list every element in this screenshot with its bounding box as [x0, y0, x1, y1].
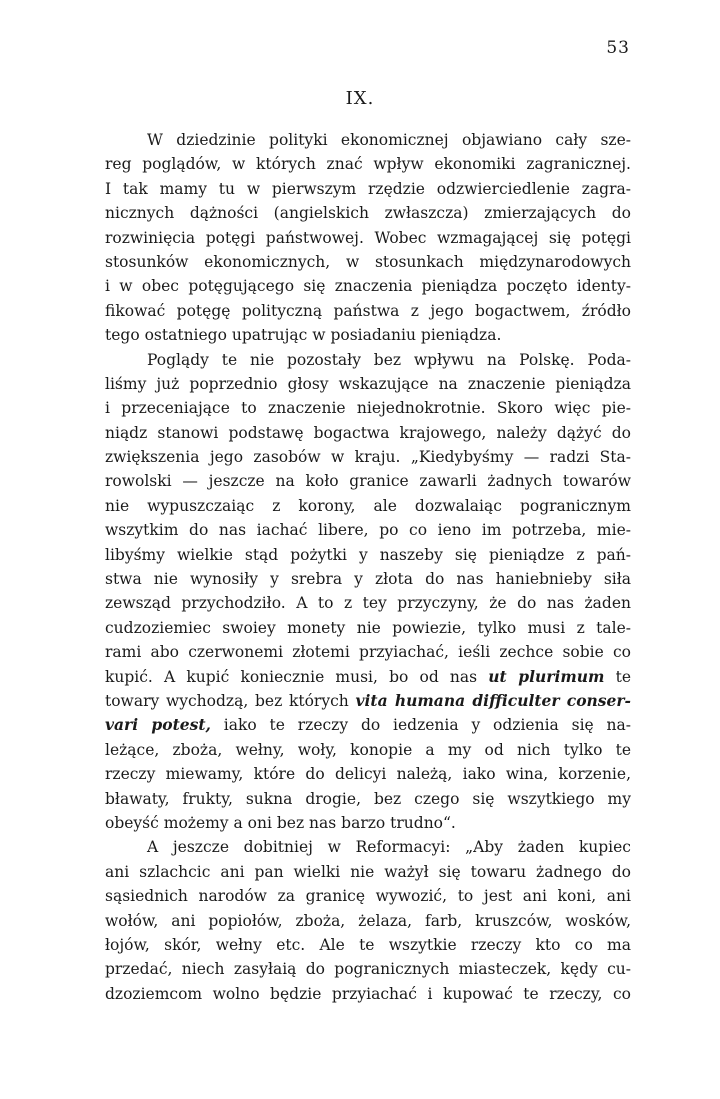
italic-phrase: vari potest, — [105, 715, 211, 735]
text-line: libyśmy wielkie stąd pożytki y naszeby się pieniądze z pań- — [105, 545, 631, 564]
text-line: łojów, skór, wełny etc. Ale te wszytkie rzeczy kto co ma — [105, 935, 631, 954]
text-line: A jeszcze dobitniej w Reformacyi: „Aby żaden kupiec — [147, 838, 631, 857]
italic-phrase: vita humana difficulter conser- — [355, 690, 631, 710]
page-number: 53 — [606, 38, 630, 58]
text-line: bławaty, frukty, sukna drogie, bez czego się wszytkiego my — [105, 789, 631, 808]
text-line: cudzoziemiec swoiey monety nie powiezie, tylko musi z tale- — [105, 618, 631, 637]
text-line: dzoziemcom wolno będzie przyiachać i kupować te rzeczy, co — [105, 984, 631, 1003]
body-text — [105, 128, 631, 1006]
text-line: sąsiednich narodów za granicę wywozić, to jest ani koni, ani — [105, 887, 631, 906]
text-line: I tak mamy tu w pierwszym rzędzie odzwierciedlenie zagra- — [105, 179, 631, 198]
text-line: nicznych dążności (angielskich zwłaszcza) zmierzających do — [105, 204, 631, 223]
text-line: rowolski — jeszcze na koło granice zawarli żadnych towarów — [105, 472, 631, 491]
text-line: przedać, niech zasyłaią do pogranicznych miasteczek, kędy cu- — [105, 960, 631, 979]
italic-phrase: ut plurimum — [488, 666, 605, 686]
chapter-heading: IX. — [345, 88, 375, 109]
text-line: obeyść możemy a oni bez nas barzo trudno“. — [105, 813, 456, 832]
text-line: stosunków ekonomicznych, w stosunkach międzynarodowych — [105, 252, 631, 271]
text-line: rami abo czerwonemi złotemi przyiachać, ieśli zechce sobie co — [105, 643, 631, 662]
text-line: W dziedzinie polityki ekonomicznej objawiano cały sze- — [147, 131, 631, 149]
text-run: towary wychodzą, bez których — [105, 691, 349, 710]
text-line: reg poglądów, w których znać wpływ ekonomiki zagranicznej. — [105, 155, 631, 174]
text-line: zewsząd przychodziło. A to z tey przyczyny, że do nas żaden — [105, 594, 631, 613]
text-line: zwiększenia jego zasobów w kraju. „Kiedybyśmy — radzi Sta- — [105, 448, 631, 467]
text-line: rozwinięcia potęgi państwowej. Wobec wzmagającej się potęgi — [105, 228, 631, 247]
text-line: i w obec potęgującego się znaczenia pieniądza poczęto identy- — [105, 277, 631, 296]
text-line: leżące, zboża, wełny, woły, konopie a my od nich tylko te — [105, 740, 631, 759]
text-line: liśmy już poprzednio głosy wskazujące na znaczenie pieniądza — [105, 374, 631, 393]
text-line — [105, 689, 631, 713]
text-line: wszytkim do nas iachać libere, po co ieno im potrzeba, mie- — [105, 521, 631, 540]
text-line: tego ostatniego upatrując w posiadaniu pieniądza. — [105, 326, 502, 345]
text-line: Poglądy te nie pozostały bez wpływu na Polskę. Poda- — [147, 350, 631, 369]
text-run: kupić. A kupić koniecznie musi, bo od nas — [105, 667, 478, 686]
text-line: stwa nie wynosiły y srebra y złota do nas haniebnieby siła — [105, 570, 631, 589]
text-line: i przeceniające to znaczenie niejednokrotnie. Skoro więc pie- — [105, 399, 631, 418]
text-line — [105, 665, 631, 689]
text-run: iako te rzeczy do iedzenia y odzienia się na- — [223, 716, 632, 735]
text-line: ani szlachcic ani pan wielki nie ważył się towaru żadnego do — [105, 862, 631, 881]
text-line: niądz stanowi podstawę bogactwa krajowego, należy dążyć do — [105, 423, 631, 442]
text-run: te — [615, 667, 631, 686]
text-line — [105, 713, 631, 737]
text-line: rzeczy miewamy, które do delicyi należą, iako wina, korzenie, — [105, 765, 631, 784]
text-line: nie wypuszczaiąc z korony, ale dozwalaiąc pogranicznym — [105, 496, 631, 515]
text-line: fikować potęgę polityczną państwa z jego bogactwem, źródło — [105, 301, 631, 320]
text-line: wołów, ani popiołów, zboża, żelaza, farb, kruszców, wosków, — [105, 911, 631, 930]
